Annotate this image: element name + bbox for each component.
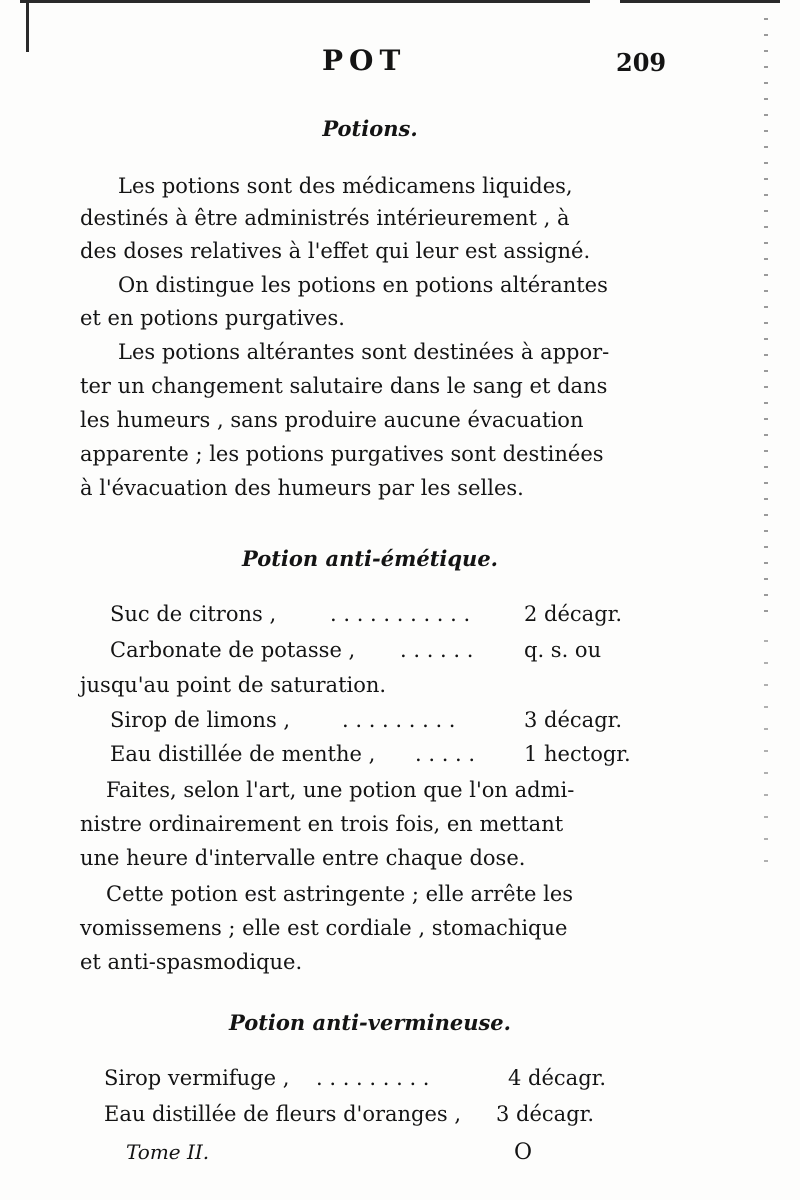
ingredient-name: Suc de citrons ,	[110, 602, 277, 626]
dot-leader: . . . . . . . . .	[316, 1066, 430, 1090]
ingredient-row	[104, 1100, 644, 1130]
ingredient-row	[110, 600, 650, 630]
paragraph-line: une heure d'intervalle entre chaque dose.	[80, 846, 526, 870]
paragraph-line: nistre ordinairement en trois fois, en mettant	[80, 812, 564, 836]
paragraph-line: ter un changement salutaire dans le sang et dans	[80, 374, 608, 398]
paragraph-line: On distingue les potions en potions altérantes	[118, 273, 608, 297]
running-head	[0, 44, 800, 84]
scan-right-margin-marks	[764, 18, 768, 618]
dot-leader: . . . . . .	[400, 638, 474, 662]
paragraph-line: vomissemens ; elle est cordiale , stomachique	[80, 916, 568, 940]
scan-top-edge-gap	[590, 0, 620, 4]
ingredient-amount: q. s. ou	[524, 638, 602, 662]
paragraph-line: à l'évacuation des humeurs par les selles.	[80, 476, 524, 500]
paragraph-line: apparente ; les potions purgatives sont destinées	[80, 442, 604, 466]
ingredient-name: Sirop vermifuge ,	[104, 1066, 290, 1090]
ingredient-row	[104, 1064, 644, 1094]
scan-right-margin-marks-lower	[764, 640, 768, 880]
ingredient-row	[110, 706, 650, 736]
ingredient-amount: 4 décagr.	[508, 1066, 607, 1090]
ingredient-amount: 2 décagr.	[524, 602, 623, 626]
paragraph-line: et anti-spasmodique.	[80, 950, 303, 974]
paragraph-line: Cette potion est astringente ; elle arrête les	[106, 882, 574, 906]
paragraph-line: les humeurs , sans produire aucune évacuation	[80, 408, 584, 432]
ingredient-name: Carbonate de potasse ,	[110, 638, 356, 662]
paragraph-line: Les potions altérantes sont destinées à appor-	[118, 340, 610, 364]
ingredient-name: Sirop de limons ,	[110, 708, 291, 732]
dot-leader: . . . . .	[415, 742, 476, 766]
paragraph-line: des doses relatives à l'effet qui leur est assigné.	[80, 239, 591, 263]
ingredient-amount: 3 décagr.	[524, 708, 623, 732]
ingredient-name: Eau distillée de fleurs d'oranges ,	[104, 1102, 462, 1126]
scan-top-edge	[20, 0, 780, 3]
paragraph-line: destinés à être administrés intérieurement , à	[80, 206, 570, 230]
ingredient-amount: 1 hectogr.	[524, 742, 631, 766]
page-number: 209	[616, 48, 667, 77]
paragraph-line: Faites, selon l'art, une potion que l'on admi-	[106, 778, 575, 802]
section-title-potions: Potions.	[322, 116, 418, 141]
running-title: POT	[322, 44, 407, 77]
dot-leader: . . . . . . . . . . .	[330, 602, 471, 626]
volume-label: Tome II.	[126, 1140, 210, 1164]
ingredient-row	[110, 636, 650, 666]
dot-leader: . . . . . . . . .	[342, 708, 456, 732]
paragraph-line: Les potions sont des médicamens liquides,	[118, 174, 573, 198]
section-title-anti-emetique: Potion anti-émétique.	[241, 546, 498, 571]
paragraph-line: et en potions purgatives.	[80, 306, 345, 330]
section-title-anti-vermineuse: Potion anti-vermineuse.	[229, 1010, 511, 1035]
paragraph-line: jusqu'au point de saturation.	[80, 673, 387, 697]
ingredient-amount: 3 décagr.	[496, 1102, 595, 1126]
ingredient-row	[110, 740, 670, 770]
signature-mark: O	[514, 1140, 533, 1165]
ingredient-name: Eau distillée de menthe ,	[110, 742, 376, 766]
